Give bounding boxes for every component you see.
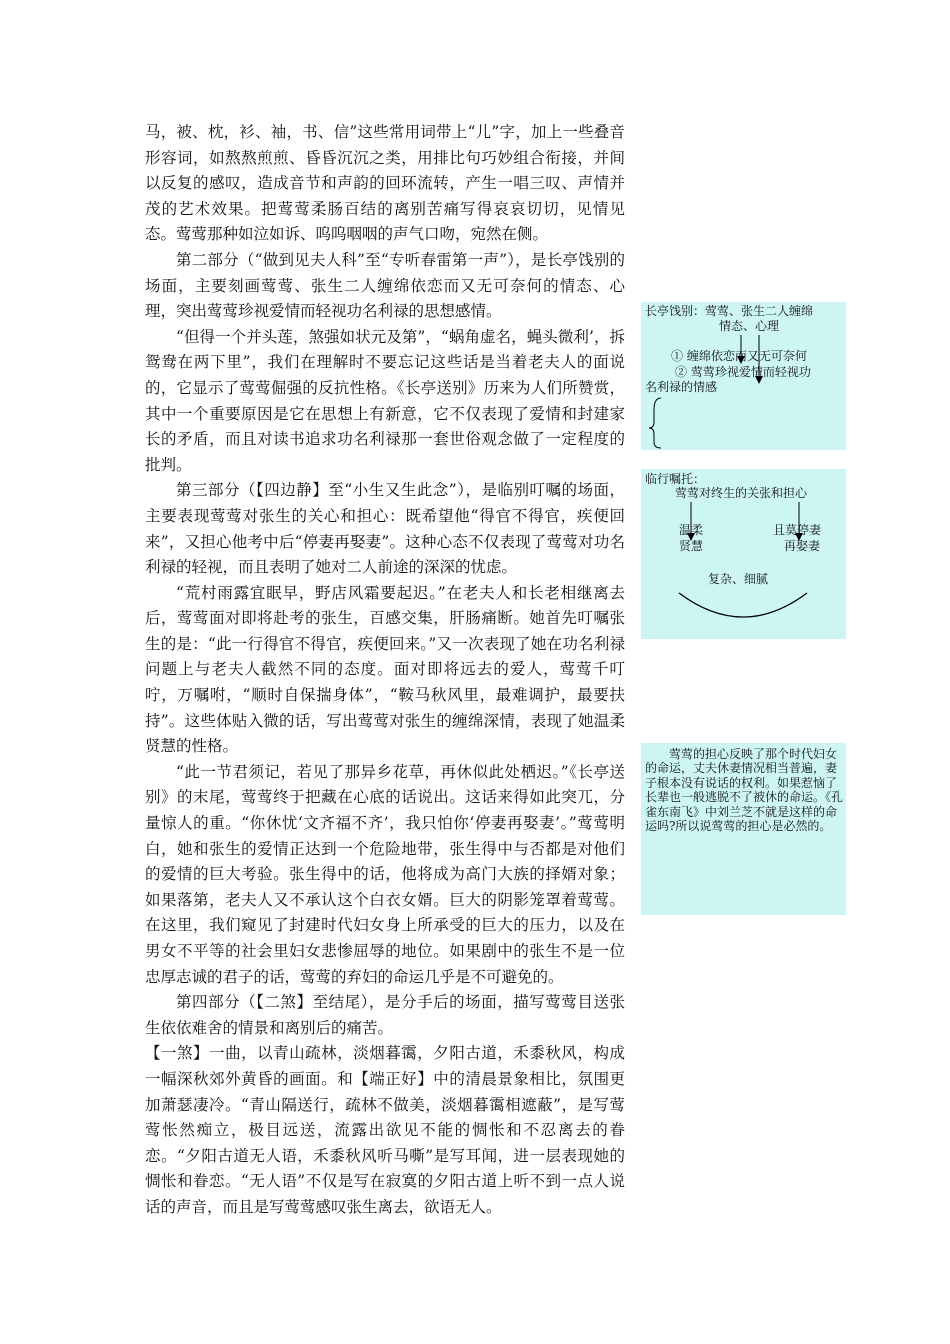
main-text bbox=[145, 120, 625, 1221]
paragraph-8: 【一煞】一曲，以青山疏林，淡烟暮霭，夕阳古道，禾黍秋风，构成一幅深秋郊外黄昏的画面。和【端正好】中的清晨景象相比，氛围更加萧瑟凄冷。“青山隔送行，疏林不做美，淡烟暮霭相遮蔽”，是写莺莺怅然痴立，极目远送，流露出欲见不能的惆怅和不忍离去的眷恋。“夕阳古道无人语，禾黍秋风听马嘶”是写耳闻，进一层表现她的惆怅和眷恋。“无人语”不仅是写在寂寞的夕阳古道上听不到一点人说话的声音，而且是写莺莺感叹张生离去，欲语无人。 bbox=[145, 1044, 625, 1216]
margin-note-fate bbox=[641, 743, 846, 915]
paragraph-4: 第三部分（【四边静】至“小生又生此念”），是临别叮嘱的场面，主要表现莺莺对张生的关心和担心：既希望他“得官不得官，疾便回来”，又担心他考中后“停妻再娶妻”。这种心态不仅表现了莺莺对功名利禄的轻视，而且表明了她对二人前途的深深的忧虑。 bbox=[145, 481, 625, 577]
paragraph-7: 第四部分（【二煞】至结尾），是分手后的场面，描写莺莺目送张生依依难舍的情景和离别后的痛苦。 bbox=[145, 993, 625, 1037]
note2-left-line2: 贤慧 bbox=[679, 539, 704, 553]
note1-title: 长亭饯别：莺莺、张生二人缠绵 bbox=[645, 304, 814, 318]
paragraph-5: “荒村雨露宜眠早，野店风霜要起迟。”在老夫人和长老相继离去后，莺莺面对即将赴考的张生，百感交集，肝肠痛断。她首先叮嘱张生的是：“此一行得官不得官，疾便回来。”又一次表现了她在功名利禄问题上与老夫人截然不同的态度。面对即将远去的爱人，莺莺千叮咛，万嘱咐，“顺时自保揣身体”，“鞍马秋风里，最难调护，最要扶持”。这些体贴入微的话，写出莺莺对张生的缠绵深情，表现了她温柔贤慧的性格。 bbox=[145, 583, 625, 756]
note1-title-cont: 情态、心理 bbox=[719, 319, 780, 333]
note2-arrows-icon bbox=[641, 469, 846, 639]
note1-item2: ② 莺莺珍视爱情而轻视功 bbox=[675, 365, 811, 379]
paragraph-3: “但得一个并头莲，煞强如状元及第”，“蜗角虚名，蝇头微利’，拆鸳鸯在两下里”，我们在理解时不要忘记这些话是当着老夫人的面说的，它显示了莺莺倔强的反抗性格。《长亭送别》历来为人们所赞赏，其中一个重要原因是它在思想上有新意，它不仅表现了爱情和封建家长的矛盾，而且对读书追求功名利禄那一套世俗观念做了一定程度的批判。 bbox=[145, 327, 625, 474]
paragraph-1: 马，被、枕，衫、袖，书、信”这些常用词带上“儿”字，加上一些叠音形容词，如熬熬煎煎、昏昏沉沉之类，用排比句巧妙组合衔接，并间以反复的感叹，造成音节和声韵的回环流转，产生一唱三叹、声情并茂的艺术效果。把莺莺柔肠百结的离别苦痛写得哀哀切切，见情见态。莺莺那种如泣如诉、呜呜咽咽的声气口吻，宛然在侧。 bbox=[145, 123, 625, 244]
paragraph-2: 第二部分（“做到见夫人科”至“专听春雷第一声”），是长亭饯别的场面，主要刻画莺莺、张生二人缠绵依恋而又无可奈何的情态、心理，突出莺莺珍视爱情而轻视功名利禄的思想感情。 bbox=[145, 250, 625, 321]
note2-left-line1: 温柔 bbox=[679, 523, 704, 537]
note3-text: 莺莺的担心反映了那个时代妇女的命运，丈夫休妻情况相当普遍，妻子根本没有说话的权利。如果惹恼了长辈也一般逃脱不了被休的命运。《孔雀东南飞》中刘兰芝不就是这样的命运吗?所以说莺莺的担心是必然的。 bbox=[645, 747, 844, 834]
note2-bottom-label: 复杂、细腻 bbox=[708, 572, 769, 586]
margin-note-parting bbox=[641, 469, 846, 639]
note2-title: 临行嘱托： bbox=[645, 472, 706, 486]
paragraph-6: “此一节君须记，若见了那异乡花草，再休似此处栖迟。”《长亭送别》的末尾，莺莺终于把藏在心底的话说出。这话来得如此突兀，分量惊人的重。“你休忧‘文齐福不齐’，我只怕你‘停妻再娶妻’。”莺莺明白，她和张生的爱情正达到一个危险地带，张生得中与否都是对他们的爱情的巨大考验。张生得中的话，他将成为高门大族的择婿对象；如果落第，老夫人又不承认这个白衣女婿。巨大的阴影笼罩着莺莺。在这里，我们窥见了封建时代妇女身上所承受的巨大的压力，以及在男女不平等的社会里妇女悲惨屈辱的地位。如果剧中的张生不是一位忠厚志诚的君子的话，莺莺的弃妇的命运几乎是不可避免的。 bbox=[145, 762, 625, 986]
note2-right-line2: 再娶妻 bbox=[784, 539, 821, 553]
note1-item1: ① 缠绵依恋而又无可奈何 bbox=[671, 349, 807, 363]
note2-title-cont: 莺莺对终生的关张和担心 bbox=[675, 486, 808, 500]
note1-item2-cont: 名利禄的情感 bbox=[645, 380, 718, 394]
note2-right-line1: 且莫停妻 bbox=[773, 523, 822, 537]
margin-note-farewell bbox=[641, 302, 846, 450]
